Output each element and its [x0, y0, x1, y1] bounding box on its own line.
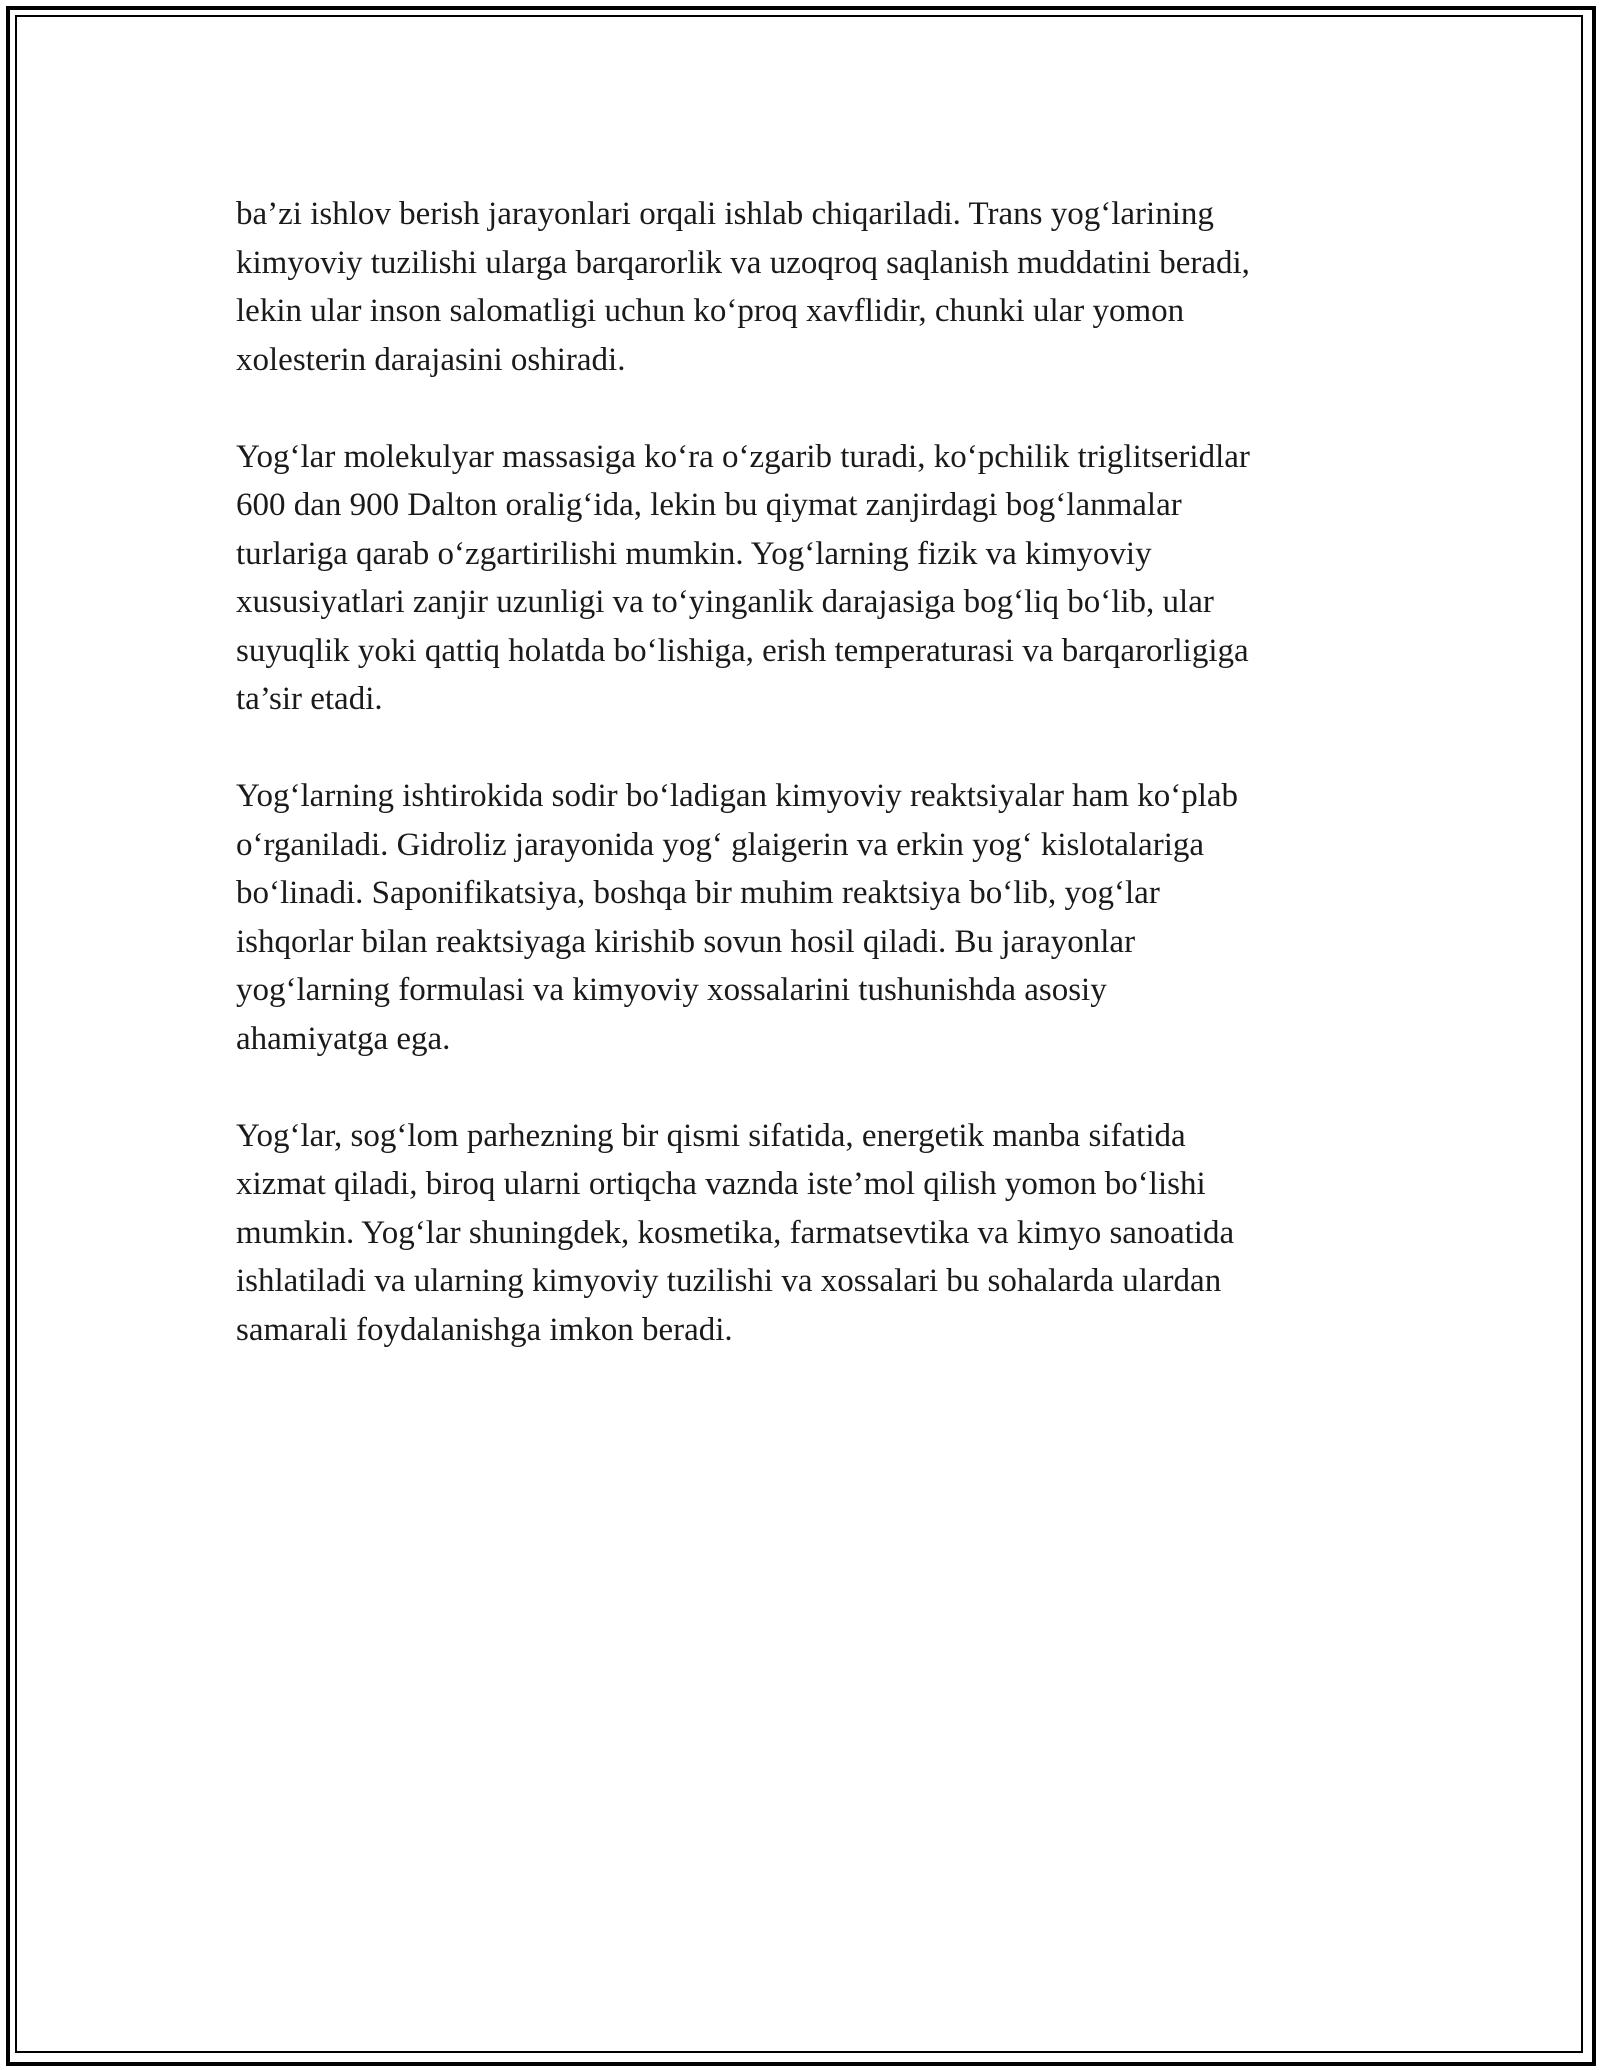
- paragraph: Yog‘lar molekulyar massasiga ko‘ra o‘zgarib turadi, ko‘pchilik triglitseridlar 600 dan 900 Dalton oralig‘ida, lekin bu qiymat zanjirdagi bog‘lanmalar turlariga qarab o‘zgartirilishi mumkin. Yog‘larning fizik va kimyoviy xususiyatlari zanjir uzunligi va to‘yinganlik darajasiga bog‘liq bo‘lib, ular suyuqlik yoki qattiq holatda bo‘lishiga, erish temperaturasi va barqarorligiga ta’sir etadi.: [236, 438, 1250, 717]
- document-body: [236, 190, 1386, 1403]
- paragraph: Yog‘lar, sog‘lom parhezning bir qismi sifatida, energetik manba sifatida xizmat qiladi, biroq ularni ortiqcha vaznda iste’mol qilish yomon bo‘lishi mumkin. Yog‘lar shuningdek, kosmetika, farmatsevtika va kimyo sanoatida ishlatiladi va ularning kimyoviy tuzilishi va xossalari bu sohalarda ulardan samarali foydalanishga imkon beradi.: [236, 1117, 1235, 1348]
- paragraph: Yog‘larning ishtirokida sodir bo‘ladigan kimyoviy reaktsiyalar ham ko‘plab o‘rganiladi. Gidroliz jarayonida yog‘ glaigerin va erkin yog‘ kislotalariga bo‘linadi. Saponifikatsiya, boshqa bir muhim reaktsiya bo‘lib, yog‘lar ishqorlar bilan reaktsiyaga kirishib sovun hosil qiladi. Bu jarayonlar yog‘larning formulasi va kimyoviy xossalarini tushunishda asosiy ahamiyatga ega.: [236, 778, 1239, 1057]
- paragraph: ba’zi ishlov berish jarayonlari orqali ishlab chiqariladi. Trans yog‘larining kimyoviy tuzilishi ularga barqarorlik va uzoqroq saqlanish muddatini beradi, lekin ular inson salomatligi uchun ko‘proq xavflidir, chunki ular yomon xolesterin darajasini oshiradi.: [236, 196, 1250, 378]
